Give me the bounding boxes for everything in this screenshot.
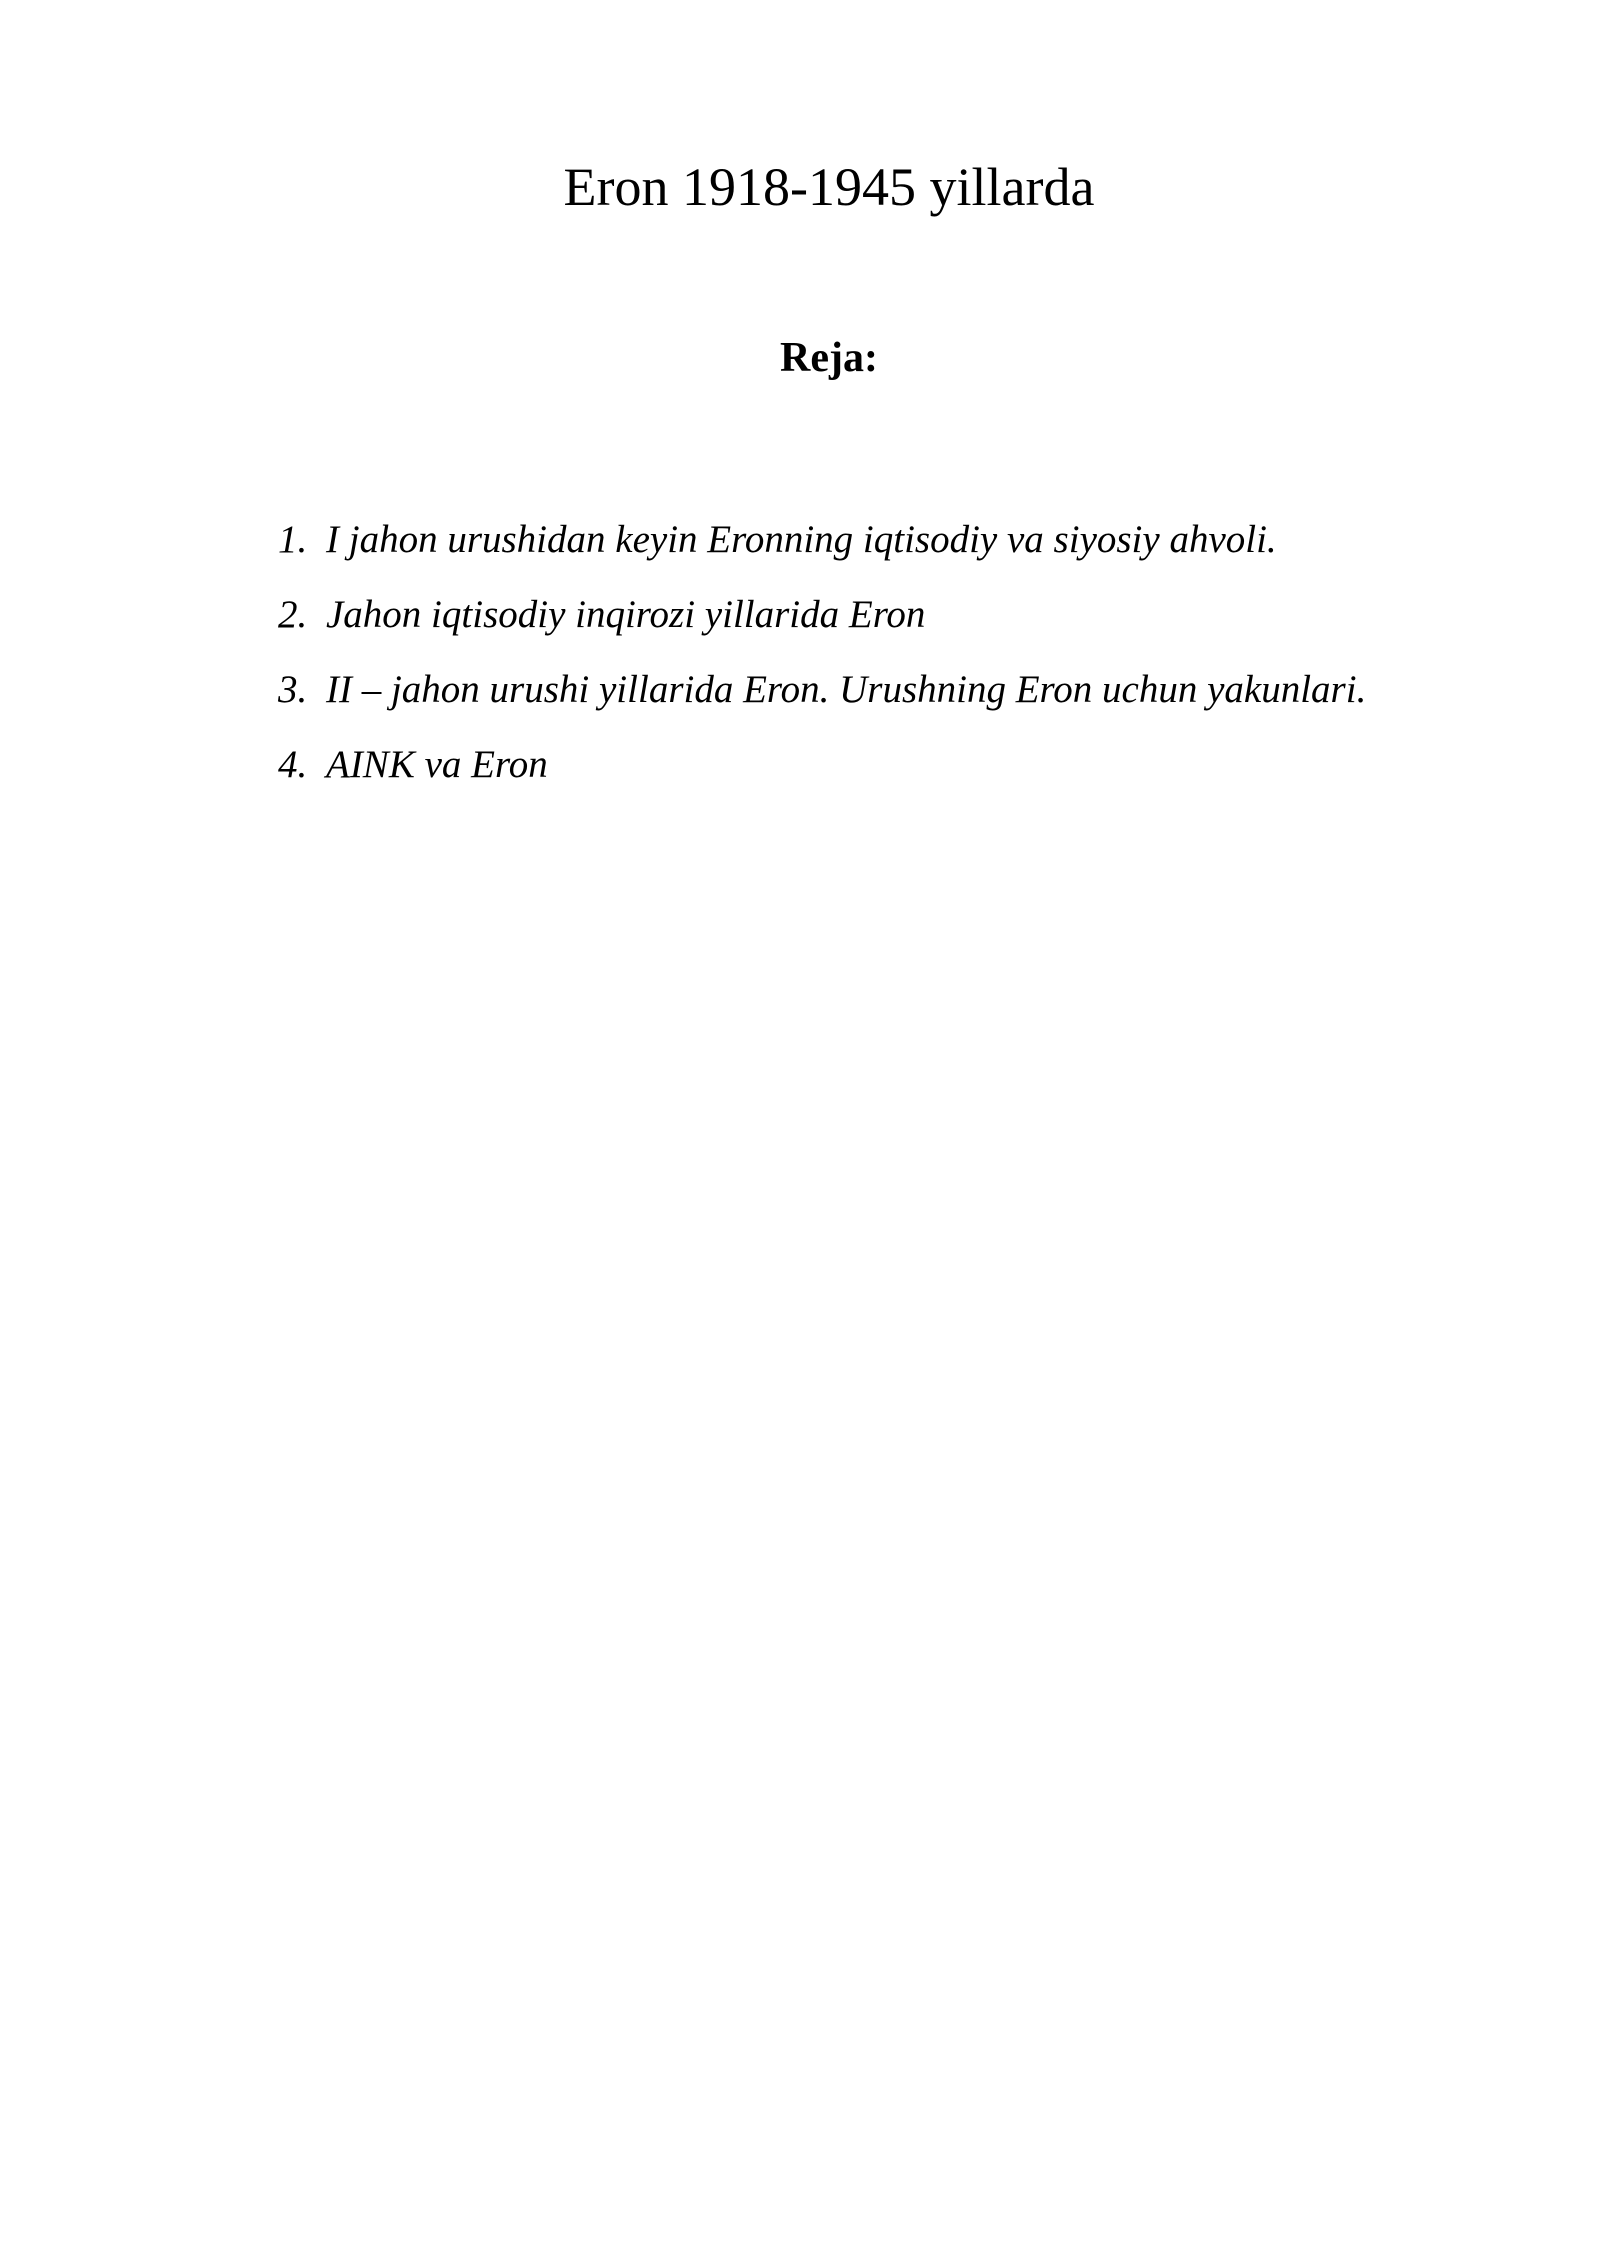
list-item-text: I jahon urushidan keyin Eronning iqtisodiy va siyosiy ahvoli. (326, 518, 1277, 561)
list-item (0, 585, 1600, 660)
plan-list (0, 510, 1600, 810)
list-item-text: Jahon iqtisodiy inqirozi yillarida Eron (326, 593, 926, 636)
list-item-number: 3. (278, 668, 308, 711)
list-item (0, 735, 1600, 810)
list-item-number: 2. (278, 593, 308, 636)
plan-heading: Reja: (780, 335, 878, 381)
list-item-number: 4. (278, 743, 308, 786)
list-item (0, 660, 1600, 735)
list-item-text: II – jahon urushi yillarida Eron. Urushning Eron uchun yakunlari. (326, 668, 1367, 711)
list-item-text: AINK va Eron (326, 743, 548, 786)
list-item-number: 1. (278, 518, 308, 561)
list-item (0, 510, 1600, 585)
page-title: Eron 1918-1945 yillarda (563, 157, 1095, 217)
